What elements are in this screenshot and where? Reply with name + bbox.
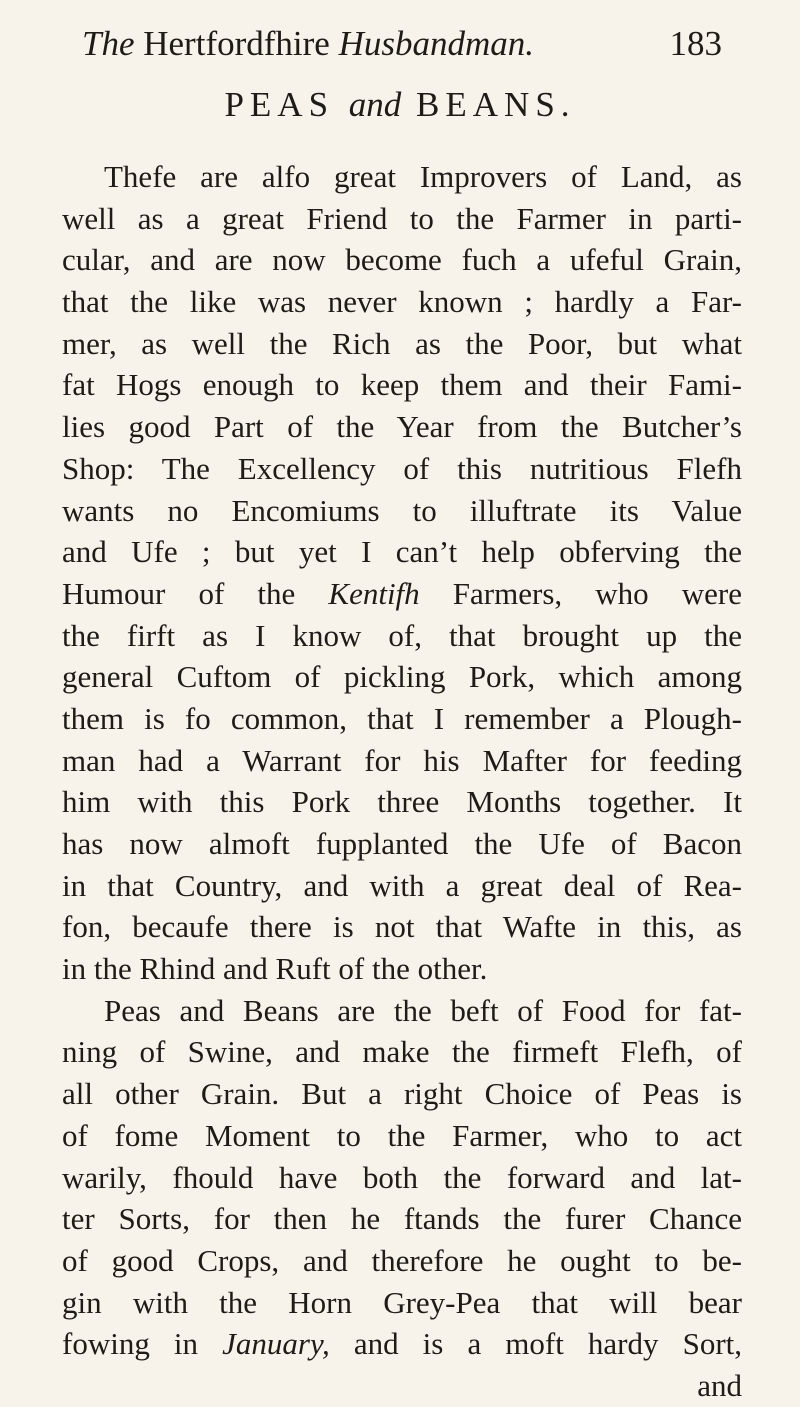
- text-line: lies good Part of the Year from the Butcher’s: [62, 409, 742, 445]
- text-line: ning of Swine, and make the firmeft Flefh, of: [62, 1034, 742, 1070]
- running-title-the: The: [82, 24, 135, 63]
- text-segment: Farmers, who were: [452, 575, 742, 611]
- text-line: ter Sorts, for then he ftands the furer Chance: [62, 1201, 742, 1237]
- running-title-husbandman: Husbandman.: [338, 24, 535, 63]
- text-line: well as a great Friend to the Farmer in parti-: [62, 200, 742, 236]
- text-segment: Humour of the: [62, 575, 296, 611]
- text-line: in the Rhind and Ruft of the other.: [62, 951, 488, 987]
- text-line: has now almoft fupplanted the Ufe of Bacon: [62, 826, 742, 861]
- text-line: Shop: The Excellency of this nutritious Flefh: [62, 450, 742, 486]
- section-title-and: and: [348, 85, 402, 124]
- section-title-beans: BEANS.: [416, 85, 576, 124]
- running-title-county: Hertfordfhire: [143, 24, 330, 63]
- text-line: of fome Moment to the Farmer, who to act: [62, 1117, 742, 1153]
- text-segment: and is a moft hardy Sort,: [353, 1326, 743, 1362]
- text-line: gin with the Horn Grey-Pea that will bear: [62, 1284, 742, 1320]
- text-line: wants no Encomiums to illuftrate its Value: [62, 492, 742, 528]
- text-line: man had a Warrant for his Mafter for feeding: [62, 742, 742, 778]
- text-segment: fowing in: [62, 1326, 199, 1362]
- text-line: in that Country, and with a great deal of Rea-: [62, 867, 742, 903]
- text-line: all other Grain. But a right Choice of Peas is: [62, 1076, 742, 1112]
- text-line: general Cuftom of pickling Pork, which among: [62, 659, 742, 695]
- text-line: warily, fhould have both the forward and lat-: [62, 1159, 742, 1195]
- text-line: that the like was never known ; hardly a Far-: [62, 284, 742, 320]
- text-line: the firft as I know of, that brought up the: [62, 617, 742, 653]
- text-line: cular, and are now become fuch a ufeful Grain,: [62, 242, 742, 278]
- text-line: [62, 1323, 742, 1365]
- text-line: and Ufe ; but yet I can’t help obferving the: [62, 534, 742, 570]
- section-title: [0, 80, 800, 130]
- text-line: of good Crops, and therefore he ought to be-: [62, 1242, 742, 1278]
- running-head: [82, 18, 722, 70]
- catchword: and: [697, 1367, 742, 1403]
- page-number: 183: [669, 24, 722, 63]
- body-text: [62, 156, 742, 1407]
- italic-word-kentish: Kentifh: [328, 575, 420, 611]
- text-line: mer, as well the Rich as the Poor, but what: [62, 325, 742, 361]
- text-line: them is fo common, that I remember a Plough-: [62, 700, 742, 736]
- text-line: Thefe are alfo great Improvers of Land, as: [104, 159, 742, 194]
- text-line: fat Hogs enough to keep them and their Fami-: [62, 367, 742, 403]
- section-title-peas: PEAS: [224, 85, 335, 124]
- text-line: fon, becaufe there is not that Wafte in this, as: [62, 909, 742, 945]
- text-line: Peas and Beans are the beft of Food for fat-: [104, 992, 742, 1028]
- text-line: him with this Pork three Months together. It: [62, 784, 742, 820]
- text-line: [62, 573, 742, 615]
- italic-word-january: January,: [222, 1326, 330, 1362]
